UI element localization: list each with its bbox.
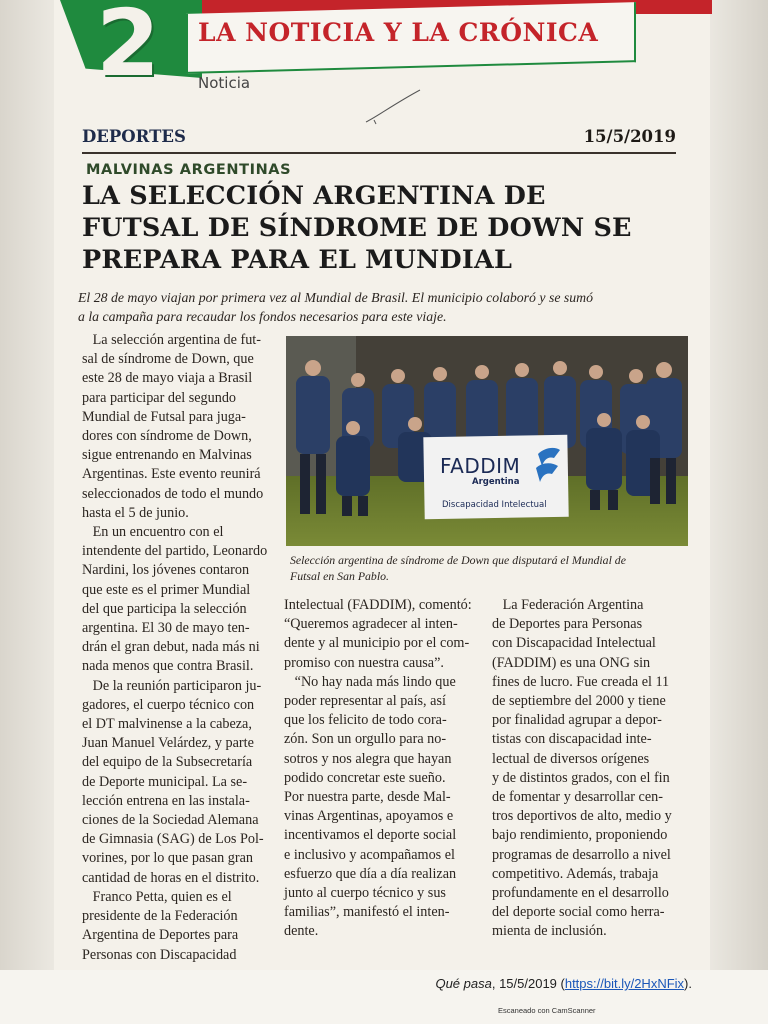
column-line: del deporte social como herra-: [492, 904, 665, 921]
column-line: La Federación Argentina: [492, 597, 644, 613]
column-line: por finalidad agrupar a depor-: [492, 712, 662, 729]
column-line: Franco Petta, quien es el: [82, 888, 232, 905]
column-line: de septiembre del 2000 y tiene: [492, 693, 666, 710]
column-line: zón. Son un orgullo para no-: [284, 731, 447, 748]
column-line: poder representar al país, así: [284, 693, 446, 710]
column-line: de Deportes para Personas: [492, 616, 643, 633]
source-link[interactable]: https://bit.ly/2HxNFix: [564, 976, 685, 991]
column-line: “No hay nada más lindo que: [284, 673, 456, 690]
column-line: vorines, por lo que pasan gran: [82, 850, 253, 867]
column-line: vinas Argentinas, apoyamos e: [284, 808, 454, 825]
column-line: Argentinas. Este evento reunirá: [82, 466, 261, 483]
column-line: del que participa la selección: [82, 600, 247, 617]
column-line: Argentina de Deportes para: [82, 927, 239, 944]
team-photo: [286, 336, 688, 546]
column-line: con Discapacidad Intelectual: [492, 635, 656, 652]
column-line: profundamente en el desarrollo: [492, 885, 669, 902]
dateline-section: DEPORTES: [82, 127, 186, 146]
column-line: tistas con discapacidad inte-: [492, 731, 652, 748]
column-line: Por nuestra parte, desde Mal-: [284, 789, 451, 806]
headline-line: LA SELECCIÓN ARGENTINA DE: [82, 181, 546, 211]
photo-caption: [290, 552, 688, 584]
column-line: del equipo de la Subsecretaría: [82, 754, 253, 771]
column-line: La selección argentina de fut-: [82, 332, 261, 348]
column-line: esfuerzo que día a día realizan: [284, 865, 457, 882]
article-lead: [78, 288, 686, 326]
dateline-date: 15/5/2019: [583, 127, 676, 146]
column-line: (FADDIM) es una ONG sin: [492, 654, 651, 671]
column-line: e inclusivo y acompañamos el: [284, 846, 455, 863]
headline-line: FUTSAL DE SÍNDROME DE DOWN SE: [82, 213, 632, 243]
column-line: Nardini, los jóvenes contaron: [82, 562, 250, 579]
pen-mark-icon: [364, 86, 424, 126]
banner-sub: Argentina: [472, 477, 520, 487]
headline-line: PREPARA PARA EL MUNDIAL: [82, 245, 513, 275]
lead-line: a la campaña para recaudar los fondos necesarios para este viaje.: [78, 309, 447, 324]
banner-tag: Discapacidad Intelectual: [442, 500, 547, 510]
column-line: para participar del segundo: [82, 389, 237, 406]
column-line: incentivamos el deporte social: [284, 827, 457, 844]
column-line: competitivo. Además, trabaja: [492, 865, 659, 882]
column-line: este 28 de mayo viaja a Brasil: [82, 370, 253, 387]
source-credit: [435, 976, 692, 991]
column-line: de fomentar y desarrollar cen-: [492, 789, 663, 806]
column-line: junto al cuerpo técnico y sus: [284, 885, 446, 902]
column-line: sal de síndrome de Down, que: [82, 351, 254, 368]
article-column-3: [492, 596, 682, 942]
column-line: cantidad de horas en el distrito.: [82, 869, 260, 886]
article-column-1: [82, 331, 278, 965]
column-line: argentina. El 30 de mayo ten-: [82, 620, 250, 637]
column-line: Personas con Discapacidad: [82, 946, 237, 963]
lead-line: El 28 de mayo viajan por primera vez al Mundial de Brasil. El municipio colaboró y se sumó: [78, 290, 594, 305]
source-publication: Qué pasa: [435, 976, 492, 991]
column-line: de Gimnasia (SAG) de Los Pol-: [82, 831, 264, 848]
scan-edge-right: [708, 0, 768, 970]
article-column-2: [284, 596, 482, 942]
column-line: ciones de la Sociedad Alemana: [82, 812, 259, 829]
source-date: , 15/5/2019 (: [491, 976, 565, 991]
page-number: 2: [96, 0, 161, 97]
column-line: presidente de la Federación: [82, 908, 238, 925]
column-line: “Queremos agradecer al inten-: [284, 616, 458, 633]
column-line: Juan Manuel Velárdez, y parte: [82, 735, 254, 752]
column-line: de Deporte municipal. La se-: [82, 773, 248, 790]
source-end: ).: [684, 976, 692, 991]
column-line: mienta de inclusión.: [492, 923, 607, 940]
section-title: LA NOTICIA Y LA CRÓNICA: [198, 18, 599, 47]
column-line: programas de desarrollo a nivel: [492, 846, 671, 863]
column-line: En un encuentro con el: [82, 524, 224, 541]
column-line: podido concretar este sueño.: [284, 769, 446, 786]
column-line: dores con síndrome de Down,: [82, 428, 252, 445]
column-line: hasta el 5 de junio.: [82, 504, 189, 521]
column-line: De la reunión participaron ju-: [82, 677, 262, 694]
column-line: nada menos que contra Brasil.: [82, 658, 254, 675]
column-line: que este es el primer Mundial: [82, 581, 251, 598]
column-line: gadores, el cuerpo técnico con: [82, 696, 255, 713]
article-kicker: MALVINAS ARGENTINAS: [86, 162, 292, 178]
column-line: lectual de diversos orígenes: [492, 750, 650, 767]
caption-line: Selección argentina de síndrome de Down que disputará el Mundial de: [290, 553, 626, 567]
column-line: sigue entrenando en Malvinas: [82, 447, 252, 464]
team-photo-illustration: [286, 336, 688, 546]
column-line: lección entrena en las instala-: [82, 792, 250, 809]
column-line: familias”, manifestó el inten-: [284, 904, 450, 921]
column-line: tros deportivos de alto, medio y: [492, 808, 672, 825]
scan-edge-left: [0, 0, 54, 970]
article-headline: [82, 180, 682, 276]
column-line: seleccionados de todo el mundo: [82, 485, 264, 502]
column-line: que los felicito de todo cora-: [284, 712, 447, 729]
column-line: dente.: [284, 923, 319, 940]
column-line: dente y al municipio por el com-: [284, 635, 470, 652]
banner-name: FADDIM: [440, 454, 521, 478]
column-line: fines de lucro. Fue creada el 11: [492, 673, 670, 690]
column-line: bajo rendimiento, proponiendo: [492, 827, 668, 844]
column-line: promiso con nuestra causa”.: [284, 654, 444, 671]
column-line: Intelectual (FADDIM), comentó:: [284, 597, 472, 613]
section-subtitle: Noticia: [198, 74, 251, 92]
column-line: drán el gran debut, nada más ni: [82, 639, 260, 656]
column-line: sotros y nos alegra que hayan: [284, 750, 452, 767]
caption-line: Futsal en San Pablo.: [290, 569, 389, 583]
column-line: y de distintos grados, con el fin: [492, 769, 670, 786]
column-line: Mundial de Futsal para juga-: [82, 408, 246, 425]
column-line: el DT malvinense a la cabeza,: [82, 716, 252, 733]
dateline-bar: [82, 126, 676, 154]
column-line: intendente del partido, Leonardo: [82, 543, 268, 560]
scanner-watermark: Escaneado con CamScanner: [498, 1006, 596, 1015]
